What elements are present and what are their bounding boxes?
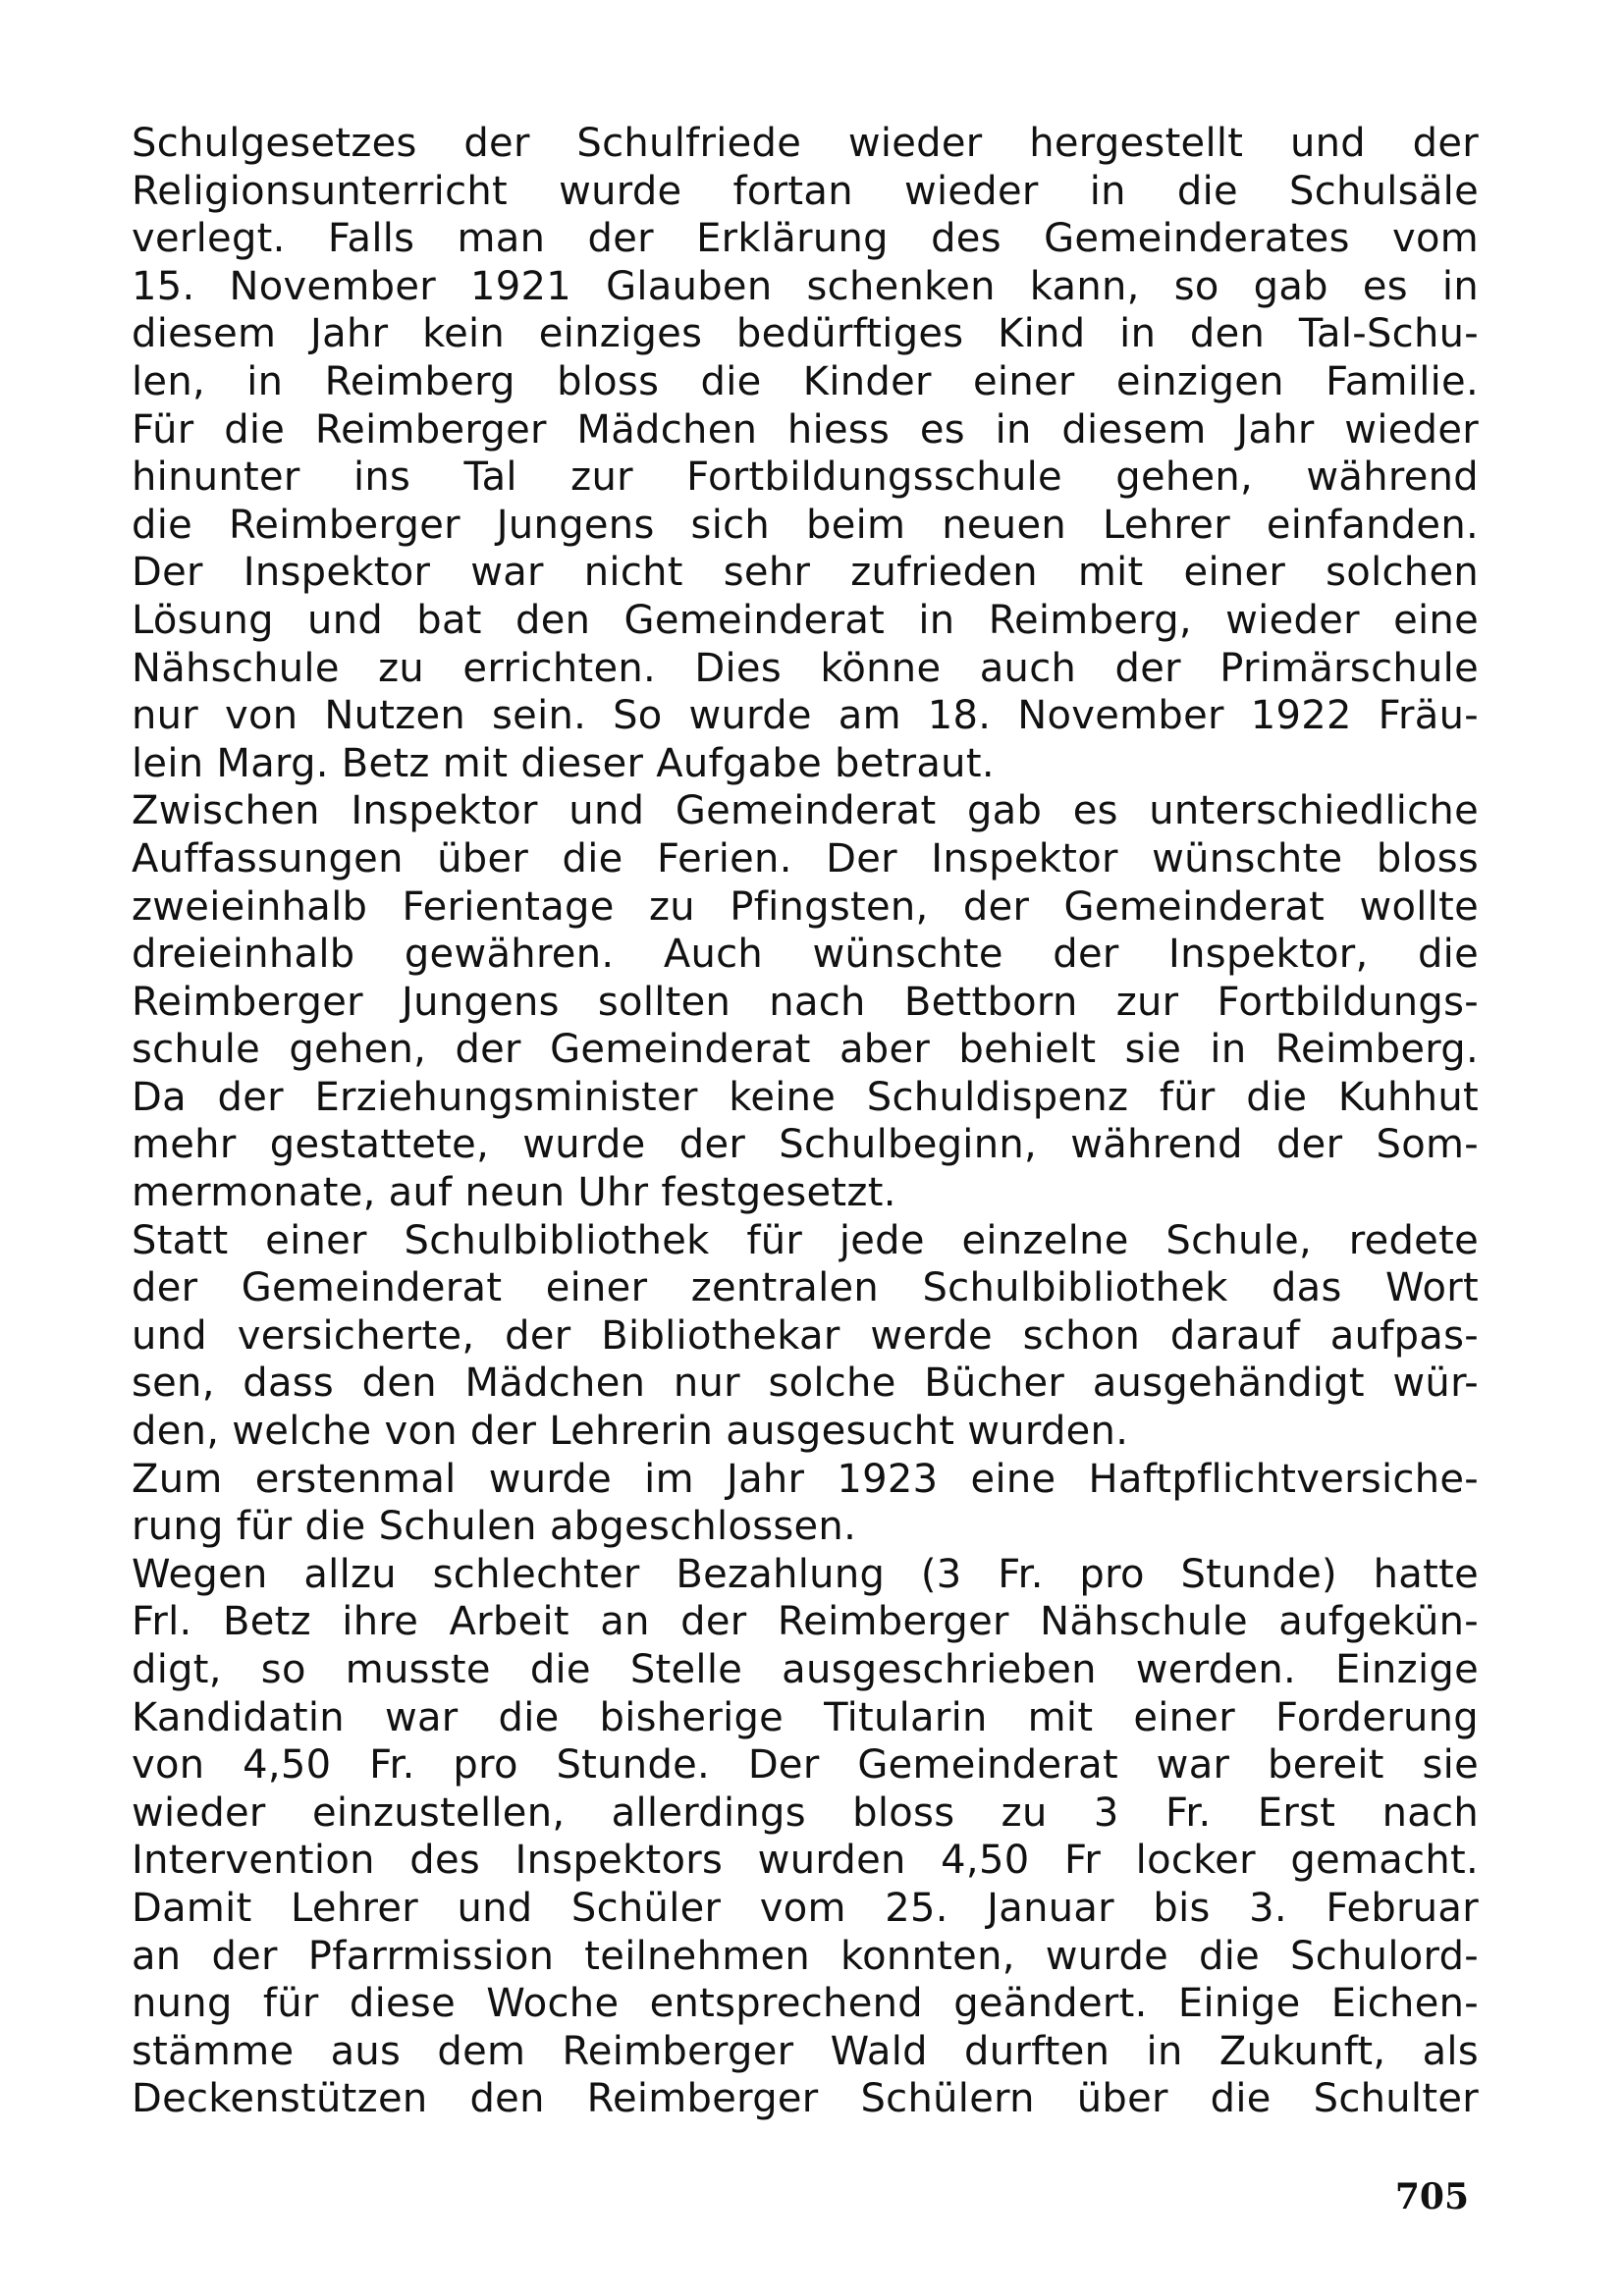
- text-line: Zwischen Inspektor und Gemeinderat gab es unterschiedliche: [132, 788, 1479, 834]
- text-line: wieder einzustellen, allerdings bloss zu 3 Fr. Erst nach: [132, 1789, 1479, 1836]
- text-line: die Reimberger Jungens sich beim neuen Lehrer einfanden.: [132, 502, 1479, 548]
- text-line: Religionsunterricht wurde fortan wieder in die Schulsäle: [132, 168, 1479, 214]
- body-text: [132, 120, 1479, 2123]
- text-line: zweieinhalb Ferientage zu Pfingsten, der Gemeinderat wollte: [132, 883, 1479, 930]
- text-line: Schulgesetzes der Schulfriede wieder hergestellt und der: [132, 121, 1479, 166]
- text-line: Zum erstenmal wurde im Jahr 1923 eine Haftpflichtversiche-: [132, 1456, 1479, 1502]
- text-line: rung für die Schulen abgeschlossen.: [132, 1504, 857, 1550]
- text-line: Für die Reimberger Mädchen hiess es in diesem Jahr wieder: [132, 406, 1479, 453]
- text-line: an der Pfarrmission teilnehmen konnten, wurde die Schulord-: [132, 1933, 1479, 1979]
- text-line: hinunter ins Tal zur Fortbildungsschule gehen, während: [132, 454, 1479, 501]
- text-line: Auffassungen über die Ferien. Der Inspektor wünschte bloss: [132, 835, 1479, 881]
- text-line: 15. November 1921 Glauben schenken kann, so gab es in: [132, 263, 1479, 309]
- text-line: Intervention des Inspektors wurden 4,50 Fr locker gemacht.: [132, 1838, 1479, 1884]
- page-number: 705: [1394, 2176, 1469, 2217]
- text-line: und versicherte, der Bibliothekar werde schon darauf aufpas-: [132, 1312, 1479, 1359]
- text-line: verlegt. Falls man der Erklärung des Gemeinderates vom: [132, 216, 1479, 262]
- text-line: Lösung und bat den Gemeinderat in Reimberg, wieder eine: [132, 597, 1479, 643]
- text-line: Der Inspektor war nicht sehr zufrieden mit einer solchen: [132, 550, 1479, 596]
- text-line: mehr gestattete, wurde der Schulbeginn, während der Som-: [132, 1122, 1479, 1168]
- text-line: den, welche von der Lehrerin ausgesucht wurden.: [132, 1409, 1129, 1455]
- text-line: stämme aus dem Reimberger Wald durften in Zukunft, als: [132, 2028, 1479, 2074]
- text-line: lein Marg. Betz mit dieser Aufgabe betraut.: [132, 740, 995, 786]
- text-line: nung für diese Woche entsprechend geändert. Einige Eichen-: [132, 1981, 1479, 2027]
- text-line: der Gemeinderat einer zentralen Schulbibliothek das Wort: [132, 1265, 1479, 1311]
- text-line: Reimberger Jungens sollten nach Bettborn zur Fortbildungs-: [132, 979, 1479, 1025]
- text-line: dreieinhalb gewähren. Auch wünschte der Inspektor, die: [132, 932, 1479, 978]
- text-line: Kandidatin war die bisherige Titularin mit einer Forderung: [132, 1694, 1479, 1740]
- text-line: Statt einer Schulbibliothek für jede einzelne Schule, redete: [132, 1217, 1479, 1263]
- text-line: digt, so musste die Stelle ausgeschrieben werden. Einzige: [132, 1647, 1479, 1692]
- text-line: Da der Erziehungsminister keine Schuldispenz für die Kuhhut: [132, 1074, 1479, 1120]
- text-line: Damit Lehrer und Schüler vom 25. Januar bis 3. Februar: [132, 1885, 1479, 1931]
- text-line: nur von Nutzen sein. So wurde am 18. November 1922 Fräu-: [132, 693, 1479, 739]
- text-line: diesem Jahr kein einziges bedürftiges Kind in den Tal-Schu-: [132, 311, 1479, 357]
- text-line: mermonate, auf neun Uhr festgesetzt.: [132, 1170, 896, 1216]
- text-line: len, in Reimberg bloss die Kinder einer einzigen Familie.: [132, 358, 1479, 404]
- text-line: Nähschule zu errichten. Dies könne auch der Primärschule: [132, 645, 1479, 691]
- text-line: sen, dass den Mädchen nur solche Bücher ausgehändigt wür-: [132, 1361, 1479, 1407]
- text-line: von 4,50 Fr. pro Stunde. Der Gemeinderat war bereit sie: [132, 1742, 1479, 1789]
- text-line: Deckenstützen den Reimberger Schülern über die Schulter: [132, 2076, 1479, 2122]
- text-line: schule gehen, der Gemeinderat aber behielt sie in Reimberg.: [132, 1027, 1479, 1073]
- text-line: Frl. Betz ihre Arbeit an der Reimberger Nähschule aufgekün-: [132, 1599, 1479, 1645]
- text-line: Wegen allzu schlechter Bezahlung (3 Fr. pro Stunde) hatte: [132, 1551, 1479, 1597]
